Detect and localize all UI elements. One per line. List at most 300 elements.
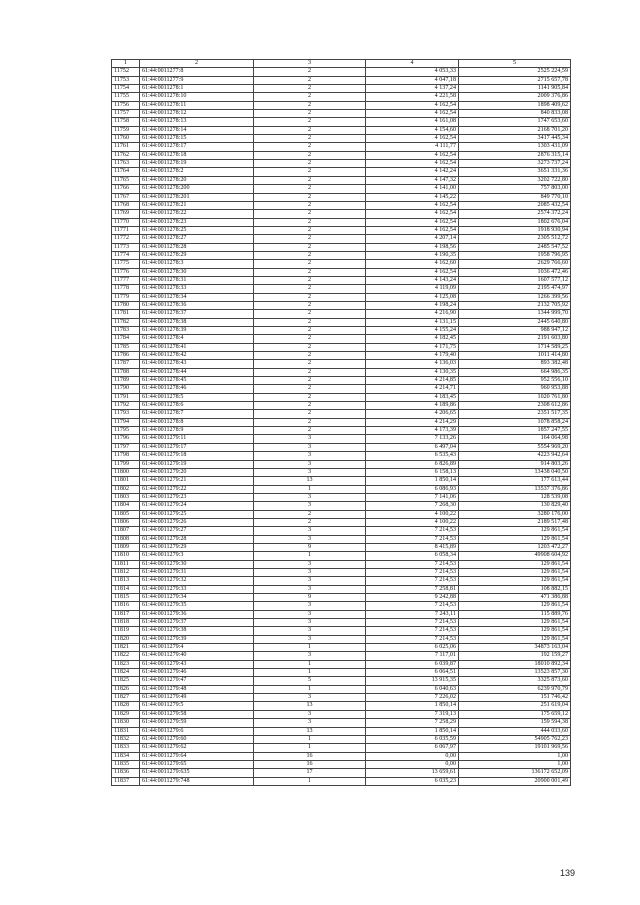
table-row [112,185,571,193]
cadastral-value-cell: 19101 969,56 [459,744,571,752]
cadastral-value-cell: 2574 372,24 [459,210,571,218]
table-row [112,168,571,176]
group-cell: 2 [254,126,366,134]
cadastral-value-cell: 54905 762,23 [459,735,571,743]
cadastral-value-cell: 3280 176,00 [459,510,571,518]
table-row [112,118,571,126]
group-cell: 2 [254,427,366,435]
specific-value-cell: 4 145,22 [366,193,459,201]
specific-value-cell: 4 162,54 [366,110,459,118]
cadastral-value-cell: 3325 873,60 [459,677,571,685]
row-number-cell: 11781 [112,310,140,318]
table-row [112,268,571,276]
table-row [112,151,571,159]
specific-value-cell: 0,00 [366,760,459,768]
table-row [112,143,571,151]
table-row [112,418,571,426]
cadastral-number-cell: 61:44:0011278:33 [140,285,254,293]
cadastral-number-cell: 61:44:0011279:58 [140,710,254,718]
specific-value-cell: 4 155,24 [366,327,459,335]
cadastral-value-cell: 2168 701,20 [459,126,571,134]
specific-value-cell: 4 162,54 [366,151,459,159]
cadastral-value-cell: 664 986,35 [459,368,571,376]
cadastral-number-cell: 61:44:0011279:5 [140,702,254,710]
group-cell: 16 [254,760,366,768]
table-row [112,293,571,301]
specific-value-cell: 4 131,15 [366,318,459,326]
table-row [112,543,571,551]
table-row [112,343,571,351]
cadastral-value-cell: 159 594,38 [459,719,571,727]
group-cell: 2 [254,301,366,309]
cadastral-value-cell: 164 064,98 [459,435,571,443]
cadastral-number-cell: 61:44:0011278:22 [140,210,254,218]
cadastral-number-cell: 61:44:0011278:2 [140,168,254,176]
table-row [112,502,571,510]
table-row [112,443,571,451]
cadastral-number-cell: 61:44:0011279:43 [140,660,254,668]
specific-value-cell: 6 158,13 [366,468,459,476]
table-row [112,568,571,576]
row-number-cell: 11800 [112,468,140,476]
group-cell: 1 [254,744,366,752]
specific-value-cell: 8 415,89 [366,543,459,551]
row-number-cell: 11774 [112,251,140,259]
table-row [112,627,571,635]
cadastral-value-cell: 2132 705,92 [459,301,571,309]
specific-value-cell: 4 125,08 [366,293,459,301]
table-row [112,485,571,493]
row-number-cell: 11754 [112,85,140,93]
cadastral-value-cell: 3202 722,80 [459,176,571,184]
cadastral-number-cell: 61:44:0011279:20 [140,468,254,476]
cadastral-value-cell: 2525 224,59 [459,68,571,76]
cadastral-value-cell: 2876 315,14 [459,151,571,159]
group-cell: 3 [254,719,366,727]
group-cell: 2 [254,235,366,243]
row-number-cell: 11761 [112,143,140,151]
row-number-cell: 11778 [112,285,140,293]
cadastral-value-cell: 129 861,54 [459,635,571,643]
group-cell: 3 [254,577,366,585]
column-header-1: 1 [112,60,140,68]
row-number-cell: 11816 [112,602,140,610]
row-number-cell: 11782 [112,318,140,326]
table-row [112,760,571,768]
cadastral-value-cell: 2195 474,97 [459,285,571,293]
row-number-cell: 11828 [112,702,140,710]
table-row [112,619,571,627]
table-row [112,660,571,668]
cadastral-number-cell: 61:44:0011278:45 [140,377,254,385]
specific-value-cell: 7 226,02 [366,694,459,702]
page-number: 139 [560,868,576,878]
table-row [112,110,571,118]
group-cell: 2 [254,160,366,168]
table-row [112,694,571,702]
group-cell: 2 [254,293,366,301]
cadastral-value-cell: 129 861,54 [459,577,571,585]
cadastral-value-cell: 1958 796,95 [459,251,571,259]
group-cell: 2 [254,393,366,401]
group-cell: 2 [254,101,366,109]
cadastral-number-cell: 61:44:0011278:6 [140,402,254,410]
row-number-cell: 11753 [112,76,140,84]
group-cell: 2 [254,377,366,385]
table-row [112,510,571,518]
cadastral-number-cell: 61:44:0011278:5 [140,393,254,401]
table-row [112,393,571,401]
table-row [112,76,571,84]
group-cell: 3 [254,435,366,443]
cadastral-number-cell: 61:44:0011279:33 [140,585,254,593]
specific-value-cell: 7 214,53 [366,568,459,576]
specific-value-cell: 4 179,40 [366,352,459,360]
cadastral-number-cell: 61:44:0011278:200 [140,185,254,193]
cadastral-number-cell: 61:44:0011279:29 [140,543,254,551]
cadastral-value-cell: 1303 431,09 [459,143,571,151]
group-cell: 2 [254,251,366,259]
specific-value-cell: 7 258,81 [366,585,459,593]
specific-value-cell: 13 659,61 [366,769,459,777]
table-row [112,493,571,501]
cadastral-value-cell: 13537 376,86 [459,485,571,493]
specific-value-cell: 4 053,33 [366,68,459,76]
cadastral-value-cell: 1036 472,46 [459,268,571,276]
cadastral-number-cell: 61:44:0011278:23 [140,218,254,226]
row-number-cell: 11755 [112,93,140,101]
row-number-cell: 11773 [112,243,140,251]
cadastral-number-cell: 61:44:0011279:24 [140,502,254,510]
cadastral-value-cell: 2445 640,80 [459,318,571,326]
group-cell: 3 [254,568,366,576]
cadastral-value-cell: 3651 331,36 [459,168,571,176]
cadastral-number-cell: 61:44:0011279:38 [140,627,254,635]
specific-value-cell: 4 214,71 [366,385,459,393]
group-cell: 2 [254,318,366,326]
table-row [112,460,571,468]
row-number-cell: 11760 [112,135,140,143]
row-number-cell: 11806 [112,518,140,526]
cadastral-number-cell: 61:44:0011279:47 [140,677,254,685]
specific-value-cell: 4 047,18 [366,76,459,84]
group-cell: 3 [254,585,366,593]
table-row [112,435,571,443]
cadastral-number-cell: 61:44:0011278:46 [140,385,254,393]
specific-value-cell: 7 214,53 [366,577,459,585]
specific-value-cell: 4 162,54 [366,268,459,276]
cadastral-value-cell: 840 833,08 [459,110,571,118]
cadastral-number-cell: 61:44:0011278:3 [140,260,254,268]
cadastral-number-cell: 61:44:0011278:14 [140,126,254,134]
table-row [112,402,571,410]
cadastral-value-cell: 1,00 [459,752,571,760]
group-cell: 3 [254,468,366,476]
group-cell: 13 [254,727,366,735]
specific-value-cell: 4 162,54 [366,210,459,218]
group-cell: 3 [254,619,366,627]
cadastral-value-cell: 1898 409,62 [459,101,571,109]
cadastral-value-cell: 988 947,12 [459,327,571,335]
column-header-2: 2 [140,60,254,68]
cadastral-value-cell: 130 829,40 [459,502,571,510]
cadastral-value-cell: 2351 517,35 [459,410,571,418]
group-cell: 9 [254,594,366,602]
cadastral-number-cell: 61:44:0011279:46 [140,669,254,677]
row-number-cell: 11822 [112,652,140,660]
specific-value-cell: 6 035,59 [366,735,459,743]
specific-value-cell: 4 100,22 [366,518,459,526]
cadastral-value-cell: 3417 445,34 [459,135,571,143]
table-row [112,594,571,602]
group-cell: 2 [254,185,366,193]
cadastral-number-cell: 61:44:0011278:7 [140,410,254,418]
cadastral-number-cell: 61:44:0011279:60 [140,735,254,743]
cadastral-number-cell: 61:44:0011278:29 [140,251,254,259]
cadastral-number-cell: 61:44:0011278:8 [140,418,254,426]
specific-value-cell: 4 136,03 [366,360,459,368]
table-row [112,385,571,393]
cadastral-value-cell: 20900 001,49 [459,777,571,785]
cadastral-number-cell: 61:44:0011279:32 [140,577,254,585]
cadastral-value-cell: 2191 603,80 [459,335,571,343]
row-number-cell: 11805 [112,510,140,518]
specific-value-cell: 4 111,77 [366,143,459,151]
specific-value-cell: 4 162,54 [366,226,459,234]
table-row [112,752,571,760]
group-cell: 5 [254,677,366,685]
table-row [112,276,571,284]
table-row [112,610,571,618]
cadastral-value-cell: 251 619,04 [459,702,571,710]
group-cell: 1 [254,644,366,652]
specific-value-cell: 6 497,04 [366,443,459,451]
table-row [112,93,571,101]
table-row [112,352,571,360]
table-row [112,518,571,526]
row-number-cell: 11758 [112,118,140,126]
cadastral-value-cell: 1344 999,70 [459,310,571,318]
specific-value-cell: 7 214,53 [366,560,459,568]
specific-value-cell: 4 173,39 [366,427,459,435]
row-number-cell: 11775 [112,260,140,268]
cadastral-number-cell: 61:44:0011278:37 [140,310,254,318]
cadastral-number-cell: 61:44:0011278:34 [140,293,254,301]
cadastral-number-cell: 61:44:0011279:34 [140,594,254,602]
cadastral-value-cell: 1714 589,25 [459,343,571,351]
specific-value-cell: 7 214,53 [366,527,459,535]
specific-value-cell: 4 162,54 [366,218,459,226]
row-number-cell: 11824 [112,669,140,677]
cadastral-value-cell: 115 889,76 [459,610,571,618]
row-number-cell: 11808 [112,535,140,543]
cadastral-number-cell: 61:44:0011278:43 [140,360,254,368]
cadastral-value-cell: 1203 472,27 [459,543,571,551]
cadastral-value-cell: 1747 653,60 [459,118,571,126]
column-header-3: 3 [254,60,366,68]
table-row [112,126,571,134]
group-cell: 2 [254,327,366,335]
cadastral-number-cell: 61:44:0011278:38 [140,318,254,326]
cadastral-value-cell: 129 861,54 [459,619,571,627]
cadastral-number-cell: 61:44:0011279:26 [140,518,254,526]
row-number-cell: 11823 [112,660,140,668]
row-number-cell: 11797 [112,443,140,451]
specific-value-cell: 4 147,32 [366,176,459,184]
cadastral-number-cell: 61:44:0011278:20 [140,176,254,184]
cadastral-value-cell: 893 382,48 [459,360,571,368]
cadastral-number-cell: 61:44:0011279:48 [140,685,254,693]
table-row [112,769,571,777]
cadastral-number-cell: 61:44:0011278:21 [140,201,254,209]
table-row [112,577,571,585]
cadastral-number-cell: 61:44:0011279:30 [140,560,254,568]
cadastral-number-cell: 61:44:0011279:31 [140,568,254,576]
row-number-cell: 11762 [112,151,140,159]
row-number-cell: 11791 [112,393,140,401]
cadastral-number-cell: 61:44:0011279:11 [140,435,254,443]
cadastral-number-cell: 61:44:0011278:10 [140,93,254,101]
table-row [112,201,571,209]
table-row [112,735,571,743]
cadastral-number-cell: 61:44:0011278:11 [140,101,254,109]
cadastral-number-cell: 61:44:0011278:39 [140,327,254,335]
table-row [112,68,571,76]
cadastral-value-cell: 1011 414,80 [459,352,571,360]
table-row [112,335,571,343]
row-number-cell: 11827 [112,694,140,702]
specific-value-cell: 6 067,97 [366,744,459,752]
table-row [112,160,571,168]
table-row [112,310,571,318]
specific-value-cell: 4 162,54 [366,135,459,143]
table-row [112,368,571,376]
row-number-cell: 11817 [112,610,140,618]
group-cell: 3 [254,502,366,510]
table-row [112,744,571,752]
table-row [112,85,571,93]
cadastral-number-cell: 61:44:0011278:42 [140,352,254,360]
specific-value-cell: 4 143,24 [366,276,459,284]
row-number-cell: 11803 [112,493,140,501]
specific-value-cell: 4 142,24 [366,168,459,176]
row-number-cell: 11783 [112,327,140,335]
specific-value-cell: 7 141,06 [366,493,459,501]
row-number-cell: 11821 [112,644,140,652]
group-cell: 1 [254,669,366,677]
specific-value-cell: 4 189,86 [366,402,459,410]
row-number-cell: 11812 [112,568,140,576]
group-cell: 2 [254,143,366,151]
group-cell: 3 [254,452,366,460]
table-row [112,410,571,418]
cadastral-value-cell: 914 803,26 [459,460,571,468]
cadastral-value-cell: 6239 970,79 [459,685,571,693]
specific-value-cell: 13 915,35 [366,677,459,685]
column-header-5: 5 [459,60,571,68]
cadastral-number-cell: 61:44:0011279:35 [140,602,254,610]
cadastral-value-cell: 128 539,08 [459,493,571,501]
cadastral-number-cell: 61:44:0011278:13 [140,118,254,126]
row-number-cell: 11793 [112,410,140,418]
row-number-cell: 11756 [112,101,140,109]
specific-value-cell: 6 064,51 [366,669,459,677]
row-number-cell: 11832 [112,735,140,743]
cadastral-number-cell: 61:44:0011278:4 [140,335,254,343]
group-cell: 1 [254,485,366,493]
specific-value-cell: 4 162,54 [366,160,459,168]
group-cell: 9 [254,543,366,551]
cadastral-value-cell: 129 861,54 [459,568,571,576]
cadastral-value-cell: 2009 376,86 [459,93,571,101]
specific-value-cell: 7 214,53 [366,619,459,627]
table-row [112,210,571,218]
cadastral-number-cell: 61:44:0011279:25 [140,510,254,518]
row-number-cell: 11804 [112,502,140,510]
specific-value-cell: 4 207,14 [366,235,459,243]
group-cell: 2 [254,368,366,376]
table-row [112,193,571,201]
cadastral-value-cell: 151 746,42 [459,694,571,702]
group-cell: 3 [254,652,366,660]
table-row [112,218,571,226]
specific-value-cell: 7 258,29 [366,719,459,727]
specific-value-cell: 1 850,14 [366,702,459,710]
cadastral-value-cell: 1802 676,04 [459,218,571,226]
cadastral-value-cell: 5554 969,20 [459,443,571,451]
row-number-cell: 11815 [112,594,140,602]
table-row [112,652,571,660]
group-cell: 2 [254,335,366,343]
group-cell: 3 [254,627,366,635]
specific-value-cell: 6 035,23 [366,777,459,785]
cadastral-value-cell: 49908 604,92 [459,552,571,560]
row-number-cell: 11801 [112,477,140,485]
group-cell: 2 [254,268,366,276]
cadastral-number-cell: 61:44:0011279:6 [140,727,254,735]
cadastral-number-cell: 61:44:0011279:37 [140,619,254,627]
row-number-cell: 11768 [112,201,140,209]
specific-value-cell: 4 183,45 [366,393,459,401]
cadastral-value-cell: 2308 612,86 [459,402,571,410]
row-number-cell: 11764 [112,168,140,176]
row-number-cell: 11763 [112,160,140,168]
table-row [112,477,571,485]
row-number-cell: 11802 [112,485,140,493]
cadastral-value-cell: 757 803,00 [459,185,571,193]
cadastral-value-cell: 2629 766,60 [459,260,571,268]
specific-value-cell: 4 119,09 [366,285,459,293]
cadastral-value-cell: 2189 517,48 [459,518,571,526]
cadastral-value-cell: 1141 905,84 [459,85,571,93]
group-cell: 2 [254,343,366,351]
cadastral-value-cell: 129 861,54 [459,627,571,635]
table-row [112,585,571,593]
group-cell: 2 [254,85,366,93]
cadastral-value-cell: 3273 737,24 [459,160,571,168]
cadastral-number-cell: 61:44:0011279:3 [140,552,254,560]
specific-value-cell: 4 154,60 [366,126,459,134]
cadastral-value-cell: 129 861,54 [459,535,571,543]
specific-value-cell: 1 850,14 [366,477,459,485]
group-cell: 3 [254,443,366,451]
group-cell: 3 [254,694,366,702]
specific-value-cell: 0,00 [366,752,459,760]
cadastral-number-cell: 61:44:0011279:64 [140,752,254,760]
specific-value-cell: 4 130,35 [366,368,459,376]
cadastral-value-cell: 1020 761,80 [459,393,571,401]
specific-value-cell: 4 221,58 [366,93,459,101]
